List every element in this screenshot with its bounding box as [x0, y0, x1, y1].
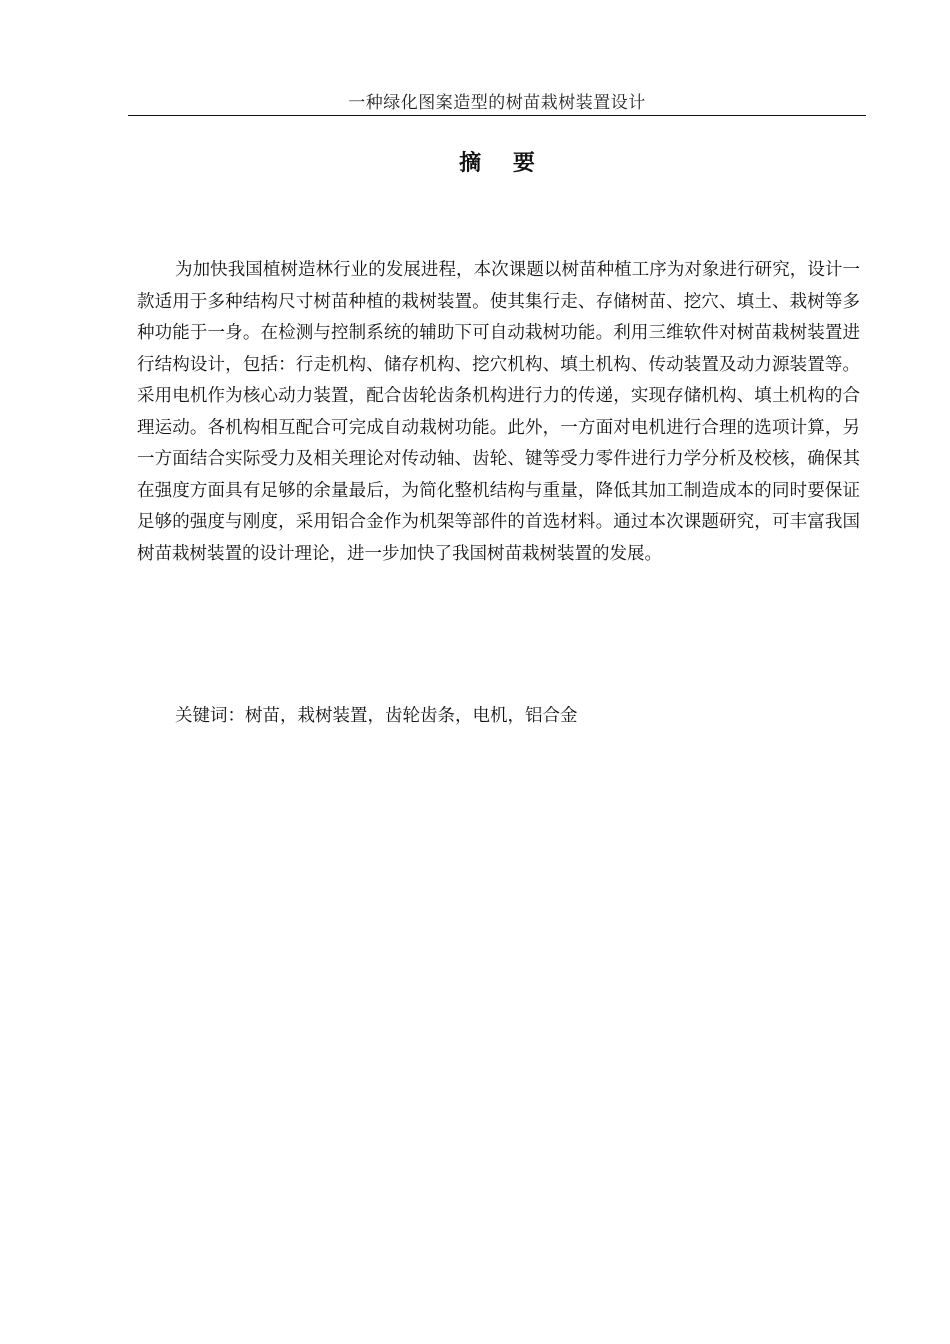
- abstract-title: 摘 要: [459, 151, 547, 176]
- running-header-title: 一种绿化图案造型的树苗栽树装置设计: [348, 93, 646, 113]
- header-rule: [128, 115, 866, 116]
- abstract-body-paragraph: 为加快我国植树造林行业的发展进程，本次课题以树苗种植工序为对象进行研究，设计一款适用于多种结构尺寸树苗种植的栽树装置。使其集行走、存储树苗、挖穴、填土、栽树等多种功能于一身。在检测与控制系统的辅助下可自动栽树功能。利用三维软件对树苗栽树装置进行结构设计，包括：行走机构、储存机构、挖穴机构、填土机构、传动装置及动力源装置等。采用电机作为核心动力装置，配合齿轮齿条机构进行力的传递，实现存储机构、填土机构的合理运动。各机构相互配合可完成自动栽树功能。此外，一方面对电机进行合理的选项计算，另一方面结合实际受力及相关理论对传动轴、齿轮、键等受力零件进行力学分析及校核，确保其在强度方面具有足够的余量最后，为简化整机结构与重量，降低其加工制造成本的同时要保证足够的强度与刚度，采用铝合金作为机架等部件的首选材料。通过本次课题研究，可丰富我国树苗栽树装置的设计理论，进一步加快了我国树苗栽树装置的发展。: [137, 260, 860, 564]
- keywords-line: 关键词：树苗，栽树装置，齿轮齿条，电机，铝合金: [175, 706, 578, 726]
